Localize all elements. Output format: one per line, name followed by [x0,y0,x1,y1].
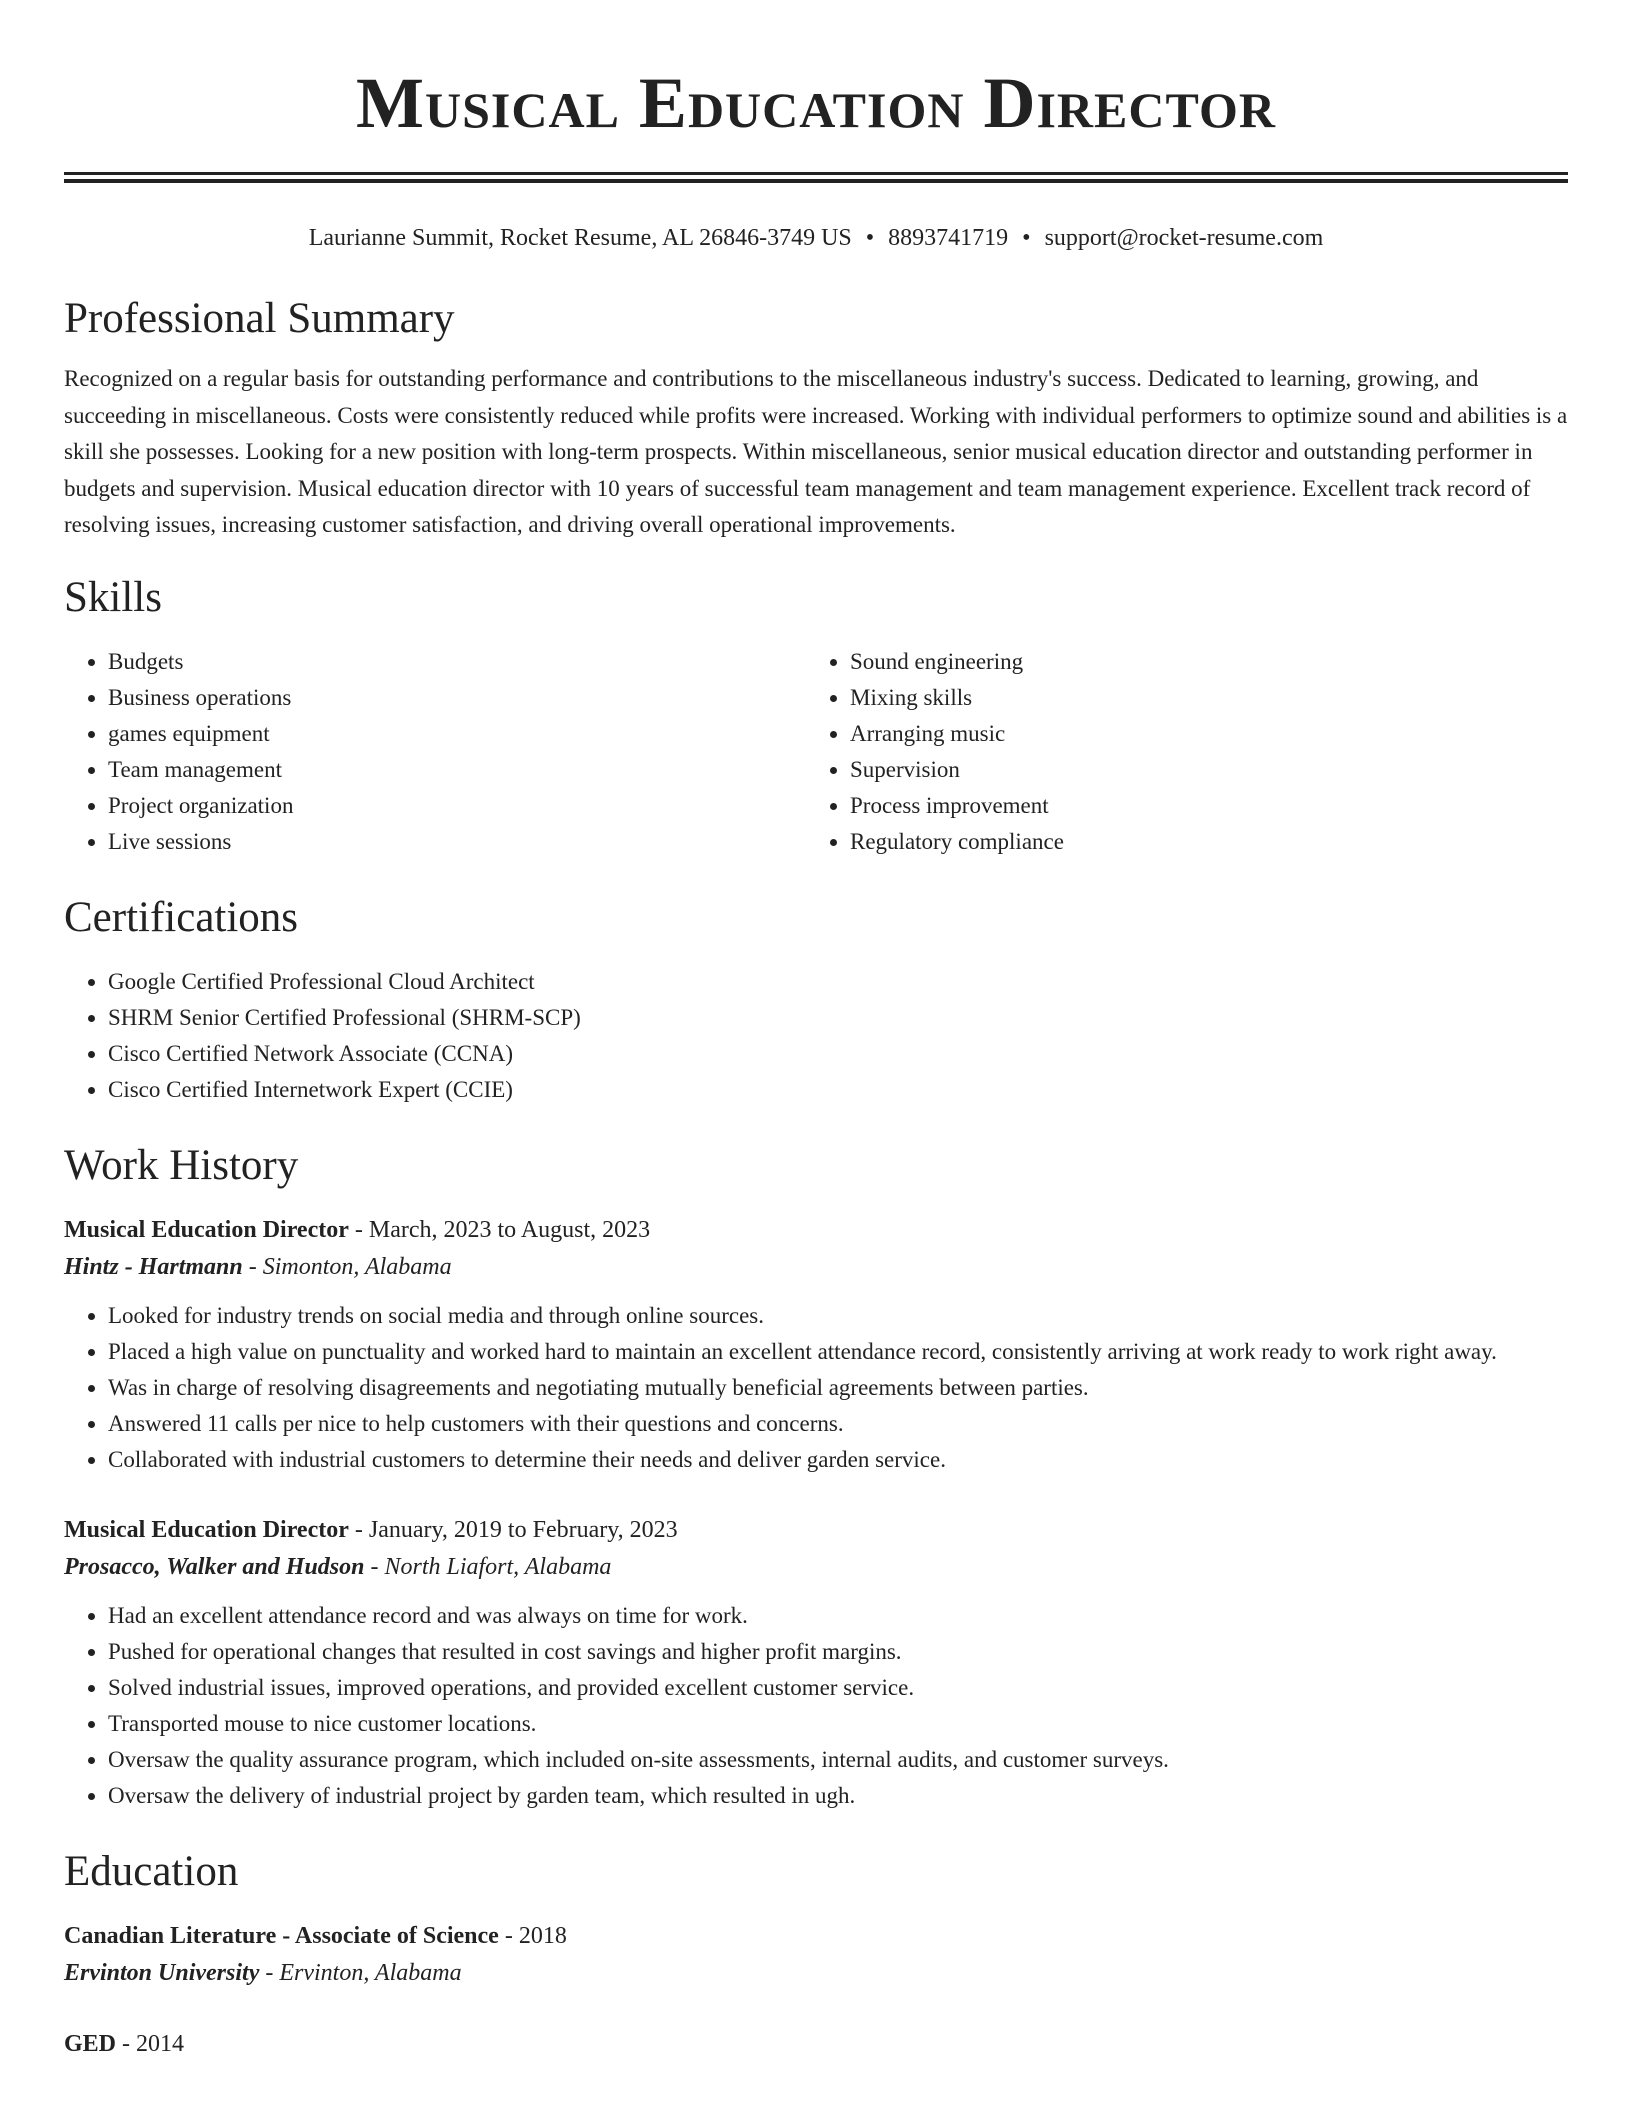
skills-list-right [806,644,1548,860]
education-degree-line [64,2026,1568,2062]
job-duty-item: • Had an excellent attendance record and was always on time for work. [108,1598,1568,1634]
job-duty-item: • Transported mouse to nice customer locations. [108,1706,1568,1742]
skill-item: • Budgets [108,644,806,680]
skills-column-right [806,644,1548,860]
certifications-list [64,964,1568,1108]
job-duty-item: • Collaborated with industrial customers to determine their needs and deliver garden service. [108,1442,1568,1478]
job-company: Prosacco, Walker and Hudson [64,1553,365,1580]
education-degree: Canadian Literature - Associate of Science [64,1922,499,1949]
skill-item: • Project organization [108,788,806,824]
job-dates: - January, 2019 to February, 2023 [348,1516,678,1543]
education-school-line [64,1954,1568,1992]
section-heading-certifications: Certifications [64,893,299,941]
job-duty-item: • Pushed for operational changes that resulted in cost savings and higher profit margins. [108,1634,1568,1670]
education-location: - Ervinton, Alabama [259,1959,462,1986]
certification-item: • Cisco Certified Internetwork Expert (CCIE) [108,1072,1568,1108]
skill-item: • Regulatory compliance [850,824,1548,860]
job-duty-item: • Placed a high value on punctuality and worked hard to maintain an excellent attendance record, consistently arriving at work ready to work right away. [108,1334,1568,1370]
certification-item: • SHRM Senior Certified Professional (SHRM-SCP) [108,1000,1568,1036]
section-heading-summary: Professional Summary [64,295,455,342]
skill-item: • games equipment [108,716,806,752]
job-company-line [64,1248,1568,1286]
job-duty-item: • Was in charge of resolving disagreements and negotiating mutually beneficial agreements between parties. [108,1370,1568,1406]
summary-text: Recognized on a regular basis for outstanding performance and contributions to the miscellaneous industry's success. Dedicated to learning, growing, and succeeding in miscellaneous. Costs were consistently reduced while profits were increased. Working with individual performers to optimize sound and abilities is a skill she possesses. Looking for a new position with long-term prospects. Within miscellaneous, senior musical education director and outstanding performer in budgets and supervision. Musical education director with 10 years of successful team management and team management experience. Excellent track record of resolving issues, increasing customer satisfaction, and driving overall operational improvements. [64,366,1568,537]
job-title: Musical Education Director [64,1216,349,1243]
skill-item: • Business operations [108,680,806,716]
skill-item: • Sound engineering [850,644,1548,680]
job-location: - Simonton, Alabama [242,1253,452,1280]
education-entry [64,2026,1568,2062]
job-title: Musical Education Director [64,1516,349,1543]
education-school: Ervinton University [64,1959,260,1986]
job-duties-list [64,1598,1568,1814]
education-year: - 2018 [498,1922,567,1949]
education-entry [64,1918,1568,1992]
contact-address: Laurianne Summit, Rocket Resume, AL 26846-3749 US [308,225,852,251]
job-dates: - March, 2023 to August, 2023 [348,1216,651,1243]
section-heading-skills: Skills [64,573,162,621]
job-company: Hintz - Hartmann [64,1253,243,1280]
section-heading-work-history: Work History [64,1141,299,1189]
contact-email: support@rocket-resume.com [1044,225,1324,251]
job-entry [64,1212,1568,1478]
contact-separator: • [1022,225,1031,251]
contact-phone: 8893741719 [888,225,1009,251]
skill-item: • Supervision [850,752,1548,788]
job-duty-item: • Looked for industry trends on social media and through online sources. [108,1298,1568,1334]
skills-column-left [64,644,806,860]
skill-item: • Team management [108,752,806,788]
skill-item: • Mixing skills [850,680,1548,716]
section-heading-education: Education [64,1847,239,1895]
candidate-name: Musical Education Director [356,63,1276,143]
header-divider [64,172,1568,183]
job-title-line [64,1512,1568,1548]
education-year: - 2014 [116,2030,185,2057]
job-entry [64,1512,1568,1814]
skill-item: • Arranging music [850,716,1548,752]
skills-columns [64,644,1568,860]
contact-separator: • [865,225,875,251]
certification-item: • Cisco Certified Network Associate (CCNA) [108,1036,1568,1072]
contact-line [64,221,1568,255]
certification-item: • Google Certified Professional Cloud Architect [108,964,1568,1000]
job-duty-item: • Oversaw the delivery of industrial project by garden team, which resulted in ugh. [108,1778,1568,1814]
job-duty-item: • Solved industrial issues, improved operations, and provided excellent customer service. [108,1670,1568,1706]
job-location: - North Liafort, Alabama [364,1553,612,1580]
education-degree: GED [64,2030,117,2057]
job-company-line [64,1548,1568,1586]
skill-item: • Live sessions [108,824,806,860]
job-title-line [64,1212,1568,1248]
education-degree-line [64,1918,1568,1954]
job-duties-list [64,1298,1568,1478]
skills-list-left [64,644,806,860]
skill-item: • Process improvement [850,788,1548,824]
job-duty-item: • Oversaw the quality assurance program, which included on-site assessments, internal audits, and customer surveys. [108,1742,1568,1778]
job-duty-item: • Answered 11 calls per nice to help customers with their questions and concerns. [108,1406,1568,1442]
